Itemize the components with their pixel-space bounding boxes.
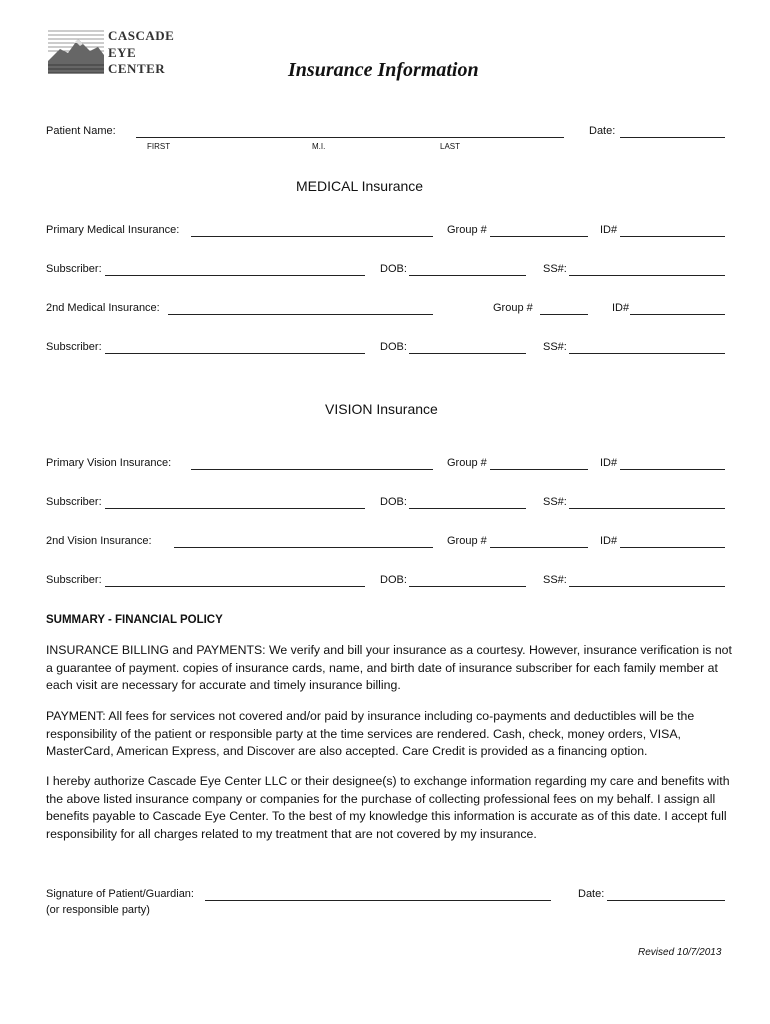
dob-label: DOB: <box>380 341 407 353</box>
primary-medical-field[interactable] <box>191 236 433 237</box>
group-label: Group # <box>447 224 487 236</box>
second-medical-label: 2nd Medical Insurance: <box>46 302 160 314</box>
id-field[interactable] <box>620 236 725 237</box>
summary-heading: SUMMARY - FINANCIAL POLICY <box>46 614 223 626</box>
last-name-caption: LAST <box>440 142 461 151</box>
primary-medical-label: Primary Medical Insurance: <box>46 224 180 236</box>
logo-line-1: CASCADE <box>108 28 175 43</box>
group-label: Group # <box>493 302 533 314</box>
ss-field[interactable] <box>569 508 725 509</box>
second-vision-field[interactable] <box>174 547 433 548</box>
group-field[interactable] <box>490 547 588 548</box>
dob-label: DOB: <box>380 574 407 586</box>
payment-paragraph: PAYMENT: All fees for services not covered and/or paid by insurance including co-payments and deductibles will be the responsibility of the patient or responsible party at the time services are rendered. Cash, check, money orders, VISA, MasterCard, American Express, and Discover are also accepted. Care Credit is provided as a financing option. <box>46 709 695 758</box>
dob-field[interactable] <box>409 353 526 354</box>
mountain-logo-icon <box>46 27 106 79</box>
signature-date-label: Date: <box>578 888 605 900</box>
ss-label: SS#: <box>543 574 567 586</box>
middle-initial-caption: M.I. <box>312 142 326 151</box>
authorization-paragraph: I hereby authorize Cascade Eye Center LLC or their designee(s) to exchange information regarding my care and benefits with the above listed insurance company or companies for the purchase of collecting professional fees on my behalf. I assign all benefits payable to Cascade Eye Center. To the best of my knowledge this information is accurate as of this date. I accept full responsibility for all charges related to my treatment that are not covered by my insurance. <box>46 774 730 841</box>
ss-label: SS#: <box>543 263 567 275</box>
logo-text <box>108 28 174 78</box>
group-field[interactable] <box>490 469 588 470</box>
ss-label: SS#: <box>543 496 567 508</box>
page-title: Insurance Information <box>288 59 479 81</box>
group-field[interactable] <box>540 314 588 315</box>
subscriber-label: Subscriber: <box>46 263 102 275</box>
dob-field[interactable] <box>409 586 526 587</box>
billing-paragraph: INSURANCE BILLING and PAYMENTS: We verify and bill your insurance as a courtesy. However, insurance verification is not a guarantee of payment. copies of insurance cards, name, and birth date of insurance subscriber for each family member at each visit are necessary for accurate and timely insurance billing. <box>46 643 732 692</box>
vision-heading: VISION Insurance <box>325 401 438 417</box>
date-label: Date: <box>589 125 616 137</box>
group-label: Group # <box>447 457 487 469</box>
subscriber-field[interactable] <box>105 508 365 509</box>
ss-field[interactable] <box>569 275 725 276</box>
id-label: ID# <box>600 535 618 547</box>
primary-vision-field[interactable] <box>191 469 433 470</box>
signature-field[interactable] <box>205 900 551 901</box>
subscriber-label: Subscriber: <box>46 574 102 586</box>
id-field[interactable] <box>620 547 725 548</box>
dob-field[interactable] <box>409 508 526 509</box>
signature-label: Signature of Patient/Guardian: <box>46 888 194 900</box>
subscriber-label: Subscriber: <box>46 496 102 508</box>
first-name-caption: FIRST <box>147 142 171 151</box>
subscriber-field[interactable] <box>105 275 365 276</box>
ss-field[interactable] <box>569 353 725 354</box>
group-field[interactable] <box>490 236 588 237</box>
group-label: Group # <box>447 535 487 547</box>
primary-vision-label: Primary Vision Insurance: <box>46 457 172 469</box>
dob-field[interactable] <box>409 275 526 276</box>
ss-field[interactable] <box>569 586 725 587</box>
signature-date-field[interactable] <box>607 900 725 901</box>
logo-line-3: CENTER <box>108 61 166 76</box>
id-label: ID# <box>612 302 630 314</box>
second-medical-field[interactable] <box>168 314 433 315</box>
dob-label: DOB: <box>380 263 407 275</box>
patient-name-label: Patient Name: <box>46 125 116 137</box>
subscriber-label: Subscriber: <box>46 341 102 353</box>
id-field[interactable] <box>630 314 725 315</box>
ss-label: SS#: <box>543 341 567 353</box>
id-label: ID# <box>600 224 618 236</box>
revised-note: Revised 10/7/2013 <box>638 947 722 958</box>
logo-line-2: EYE <box>108 44 137 60</box>
id-label: ID# <box>600 457 618 469</box>
patient-name-field[interactable] <box>136 137 564 138</box>
subscriber-field[interactable] <box>105 586 365 587</box>
dob-label: DOB: <box>380 496 407 508</box>
logo <box>46 27 106 79</box>
second-vision-label: 2nd Vision Insurance: <box>46 535 152 547</box>
id-field[interactable] <box>620 469 725 470</box>
medical-heading: MEDICAL Insurance <box>296 178 424 194</box>
signature-sub-label: (or responsible party) <box>46 904 150 916</box>
subscriber-field[interactable] <box>105 353 365 354</box>
date-field[interactable] <box>620 137 725 138</box>
